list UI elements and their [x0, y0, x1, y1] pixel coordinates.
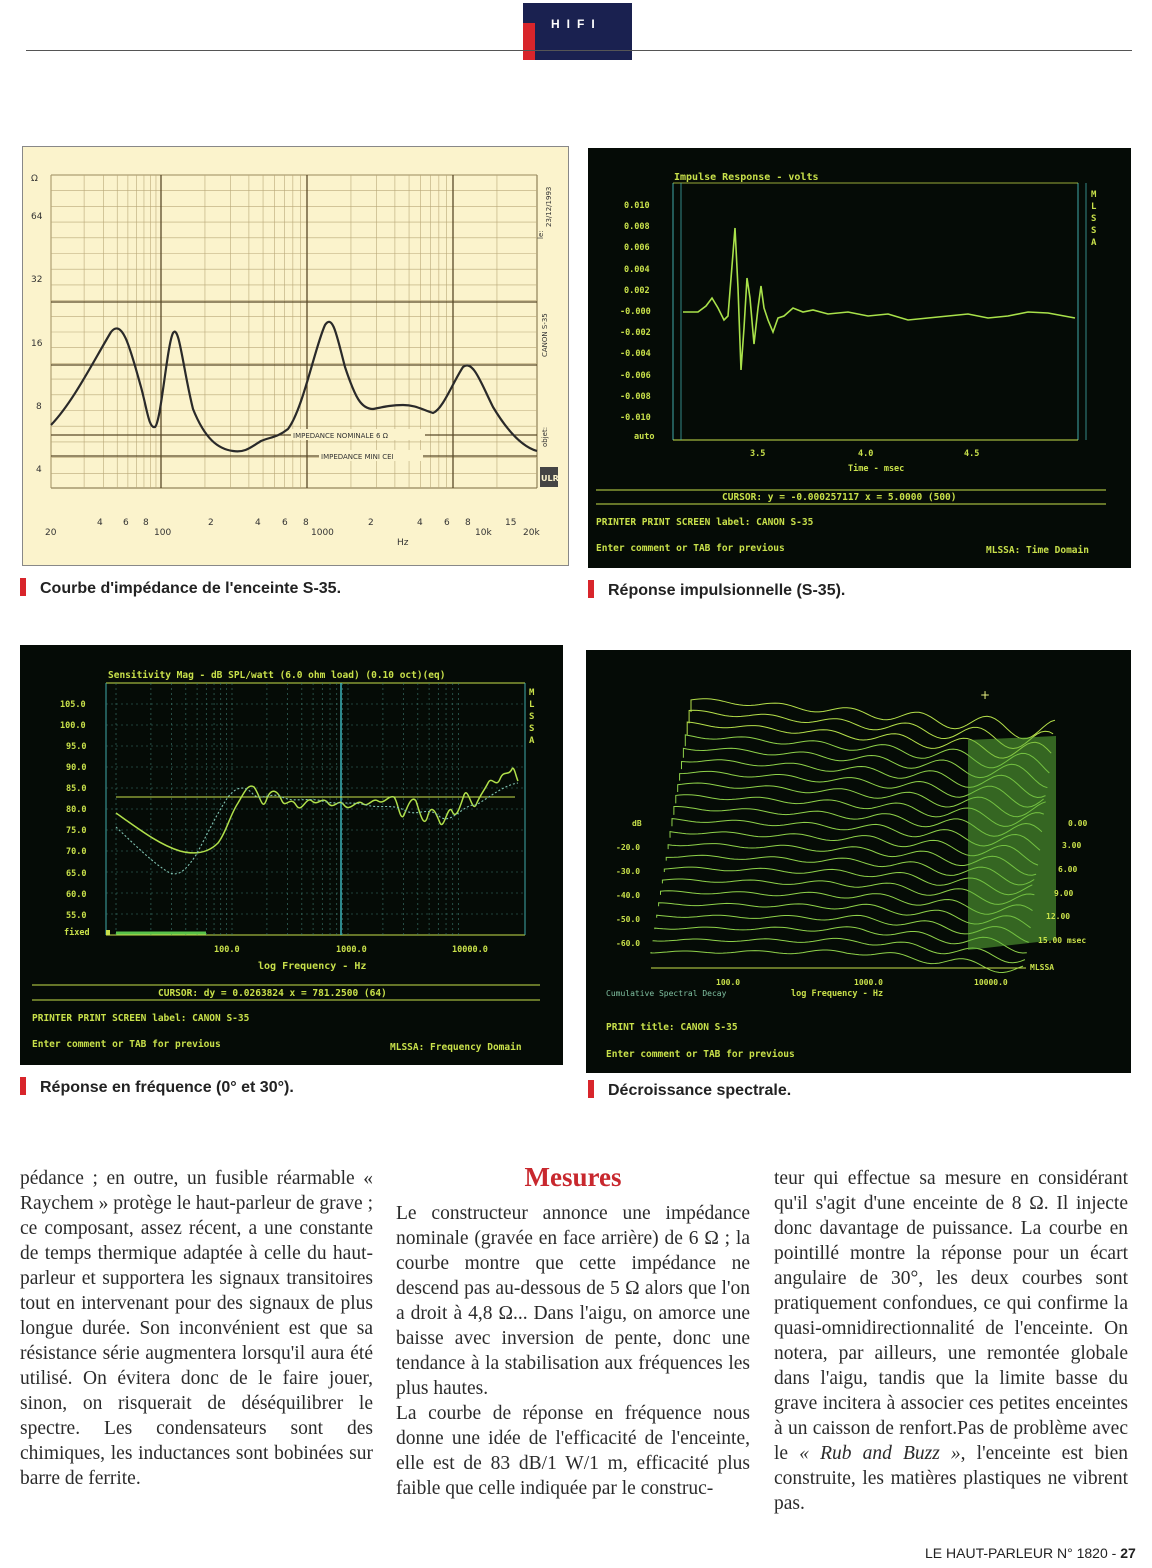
impedance-xtick: 20 [45, 528, 57, 538]
decay-chart [586, 650, 1131, 1073]
impulse-ytick: 0.010 [624, 201, 650, 211]
footer-issue: N° 1820 - [1057, 1545, 1117, 1561]
frequency-print-line: PRINTER PRINT SCREEN label: CANON S-35 [32, 1013, 250, 1024]
impulse-ytick: -0.002 [620, 328, 651, 338]
impulse-caption [588, 580, 845, 600]
frequency-ytick: 100.0 [60, 721, 86, 731]
impedance-ytick: 16 [31, 339, 43, 349]
frequency-comment-line: Enter comment or TAB for previous [32, 1039, 221, 1050]
footer-publication: LE HAUT-PARLEUR [925, 1545, 1054, 1561]
frequency-xtick: 1000.0 [336, 945, 367, 955]
impedance-xtick: 2 [208, 518, 214, 528]
impulse-xlabel: Time - msec [848, 464, 905, 474]
decay-time-tick: 0.00 [1068, 819, 1088, 828]
frequency-title: Sensitivity Mag - dB SPL/watt (6.0 ohm load) (0.10 oct)(eq) [108, 670, 446, 681]
decay-xtick: 100.0 [716, 978, 741, 987]
decay-plot-name: Cumulative Spectral Decay [606, 989, 727, 998]
article-col3-quote: « Rub and Buzz » [799, 1443, 961, 1464]
article-col3-text-b: , l'enceinte est bien construite, les matières plastiques ne vibrent pas. [774, 1443, 1129, 1514]
decay-xtick: 1000.0 [854, 978, 883, 987]
impulse-caption-text: Réponse impulsionnelle (S-35). [608, 582, 846, 599]
caption-marker [588, 1080, 594, 1098]
impulse-ytick: -0.008 [620, 392, 651, 402]
decay-hf-block [968, 736, 1056, 950]
impedance-xtick: 2 [368, 518, 374, 528]
impedance-xtick: 1000 [311, 528, 334, 538]
impedance-xtick: 4 [97, 518, 103, 528]
frequency-ytick: 105.0 [60, 700, 86, 710]
decay-ytick: -40.0 [616, 891, 641, 900]
decay-xlabel: log Frequency - Hz [791, 989, 884, 999]
frequency-curve-0deg [116, 768, 518, 853]
impulse-ytick: -0.000 [620, 307, 651, 317]
frequency-ytick: 95.0 [66, 742, 87, 752]
impulse-ytick: -0.006 [620, 371, 651, 381]
frequency-ytick: 55.0 [66, 911, 87, 921]
section-heading: Mesures [524, 1162, 622, 1192]
decay-ytick: -20.0 [616, 843, 641, 852]
article-column-1 [20, 1166, 373, 1491]
frequency-ytick: fixed [64, 928, 90, 938]
impulse-title: Impulse Response - volts [674, 172, 819, 183]
impulse-svg [588, 148, 1131, 568]
frequency-xtick: 100.0 [214, 945, 240, 955]
impulse-ytick: auto [634, 432, 655, 442]
frequency-svg [20, 645, 563, 1065]
frequency-mode: MLSSA: Frequency Domain [390, 1042, 522, 1053]
article-column-3 [774, 1166, 1128, 1516]
impedance-model: CANON S-35 [541, 313, 549, 357]
decay-side-label: MLSSA [1030, 963, 1055, 972]
impulse-ytick: 0.002 [624, 286, 650, 296]
decay-caption [588, 1080, 791, 1100]
frequency-ytick: 60.0 [66, 890, 87, 900]
impulse-ytick: -0.004 [620, 349, 651, 359]
frequency-chart [20, 645, 563, 1065]
footer-page-number: 27 [1120, 1545, 1136, 1561]
impedance-ytick: 32 [31, 275, 43, 285]
frequency-ytick: 80.0 [66, 805, 87, 815]
decay-print-line: PRINT title: CANON S-35 [606, 1022, 738, 1033]
impulse-print-line: PRINTER PRINT SCREEN label: CANON S-35 [596, 517, 814, 528]
impulse-ytick: 0.008 [624, 222, 650, 232]
article-col1-text: pédance ; en outre, un fusible réarmable « Raychem » protège le haut-parleur de grave ; ce composant, assez récent, a une constante de temps thermique adaptée à celle du haut-parleur et supportera les signaux transitoires tout en intervenant pour des signaux de plus longue durée. Son inconvénient est que sa résistance série augmentera lorsqu'il aura été utilisé. On évitera donc de le faire jouer, sinon, on risquerait de déséquilibrer le spectre. Les condensateurs sont des chimiques, les inductances sont bobinées sur barre de ferrite. [20, 1168, 373, 1489]
impedance-xtick: 6 [123, 518, 129, 528]
impulse-ytick: -0.010 [620, 413, 651, 423]
impedance-xtick: 20k [523, 528, 540, 538]
impulse-chart [588, 148, 1131, 568]
header-rule [26, 50, 1132, 51]
frequency-caption-text: Réponse en fréquence (0° et 30°). [40, 1079, 294, 1096]
impedance-svg [23, 147, 568, 565]
frequency-ytick: 65.0 [66, 869, 87, 879]
impedance-object: objet: [541, 426, 549, 447]
decay-ytick: -60.0 [616, 939, 641, 948]
impulse-xtick: 4.0 [858, 449, 874, 459]
impedance-ohm-symbol: Ω [31, 174, 38, 184]
impedance-xtick: 4 [417, 518, 423, 528]
decay-y-unit: dB [632, 819, 642, 828]
impulse-xtick: 4.5 [964, 449, 980, 459]
impulse-side-label: M L S S A [1091, 190, 1097, 248]
frequency-cursor: CURSOR: dy = 0.0263824 x = 781.2500 (64) [158, 988, 387, 999]
impedance-xtick: 4 [255, 518, 261, 528]
impulse-xtick: 3.5 [750, 449, 766, 459]
impedance-xtick: 6 [282, 518, 288, 528]
decay-ytick: -30.0 [616, 867, 641, 876]
impedance-xtick: 8 [303, 518, 309, 528]
decay-slice [691, 699, 1055, 739]
decay-time-tick: 12.00 [1046, 912, 1071, 921]
article-column-2 [396, 1162, 750, 1501]
article-col2-para2: La courbe de réponse en fréquence nous donne une idée de l'efficacité de l'enceinte, elle est de 83 dB/1 W/1 m, efficacité plus faible que celle indiquée par le construc- [396, 1403, 750, 1499]
article-col3-text-a: teur qui effectue sa mesure en considérant qu'il s'agit d'une enceinte de 8 Ω. Il injecte donc davantage de puissance. La courbe en pointillé montre la réponse pour un écart angulaire de 30°, les deux courbes sont pratiquement confondues, ce qui confirme la quasi-omnidirectionnalité de l'enceinte. On notera, par ailleurs, une remontée globale dans l'aigu, tandis que la limite basse du grave incitera à associer ces petites enceintes à un caisson de renfort.Pas de problème avec le [774, 1168, 1128, 1464]
impedance-xtick: 8 [465, 518, 471, 528]
impedance-ytick: 64 [31, 212, 43, 222]
section-tab [523, 3, 632, 60]
frequency-xlabel: log Frequency - Hz [258, 961, 367, 972]
impulse-cursor: CURSOR: y = -0.000257117 x = 5.0000 (500) [722, 492, 957, 503]
impedance-ytick: 4 [36, 465, 42, 475]
decay-xtick: 10000.0 [974, 978, 1008, 987]
frequency-ytick: 75.0 [66, 826, 87, 836]
decay-time-tick: 15.00 msec [1038, 936, 1087, 945]
ulr-logo: ULR [541, 474, 559, 483]
frequency-xtick: 10000.0 [452, 945, 488, 955]
decay-svg [586, 650, 1131, 1073]
caption-marker [20, 1077, 26, 1095]
impedance-date: 23/12/1993 [545, 186, 553, 227]
section-accent [523, 23, 535, 60]
decay-time-tick: 3.00 [1062, 841, 1082, 850]
section-label: HIFI [551, 17, 602, 31]
impedance-xtick: 6 [444, 518, 450, 528]
decay-comment-line: Enter comment or TAB for previous [606, 1049, 795, 1060]
decay-caption-text: Décroissance spectrale. [608, 1082, 792, 1099]
caption-marker [588, 580, 594, 598]
impedance-date-label: le: [537, 230, 545, 239]
impulse-ytick: 0.006 [624, 243, 650, 253]
frequency-ytick: 85.0 [66, 784, 87, 794]
decay-time-tick: 6.00 [1058, 865, 1078, 874]
impedance-caption-text: Courbe d'impédance de l'enceinte S-35. [40, 580, 342, 597]
frequency-ytick: 70.0 [66, 847, 87, 857]
impedance-caption [20, 578, 341, 598]
impedance-xtick: 100 [154, 528, 172, 538]
page-footer [925, 1545, 1136, 1561]
impedance-nominal-label: IMPEDANCE NOMINALE 6 Ω [293, 432, 389, 440]
impedance-xtick: 8 [143, 518, 149, 528]
decay-slice [651, 950, 1023, 973]
impedance-mini-label: IMPEDANCE MINI CEI [321, 453, 394, 461]
decay-time-tick: 9.00 [1054, 889, 1074, 898]
impedance-chart [22, 146, 569, 566]
impulse-curve [683, 228, 1075, 370]
frequency-caption [20, 1077, 294, 1097]
impulse-ytick: 0.004 [624, 265, 650, 275]
article-col2-para1: Le constructeur annonce une impédance nominale (gravée en face arrière) de 6 Ω ; la courbe montre que cette impédance ne descend pas au-dessous de 5 Ω alors que l'on a droit à 4,8 Ω... Dans l'aigu, on amorce une baisse avec inversion de pente, donc une tendance à la stabilisation aux fréquences les plus hautes. [396, 1203, 750, 1399]
caption-marker [20, 578, 26, 596]
frequency-side-label: M L S S A [529, 688, 535, 746]
impulse-comment-line: Enter comment or TAB for previous [596, 543, 785, 554]
decay-cursor-marker: + [980, 688, 991, 702]
impedance-ytick: 8 [36, 402, 42, 412]
decay-ytick: -50.0 [616, 915, 641, 924]
impedance-xtick: 15 [505, 518, 517, 528]
impulse-mode: MLSSA: Time Domain [986, 545, 1089, 556]
impedance-xtick: 10k [475, 528, 492, 538]
frequency-ytick: 90.0 [66, 763, 87, 773]
impedance-x-unit: Hz [397, 538, 409, 548]
